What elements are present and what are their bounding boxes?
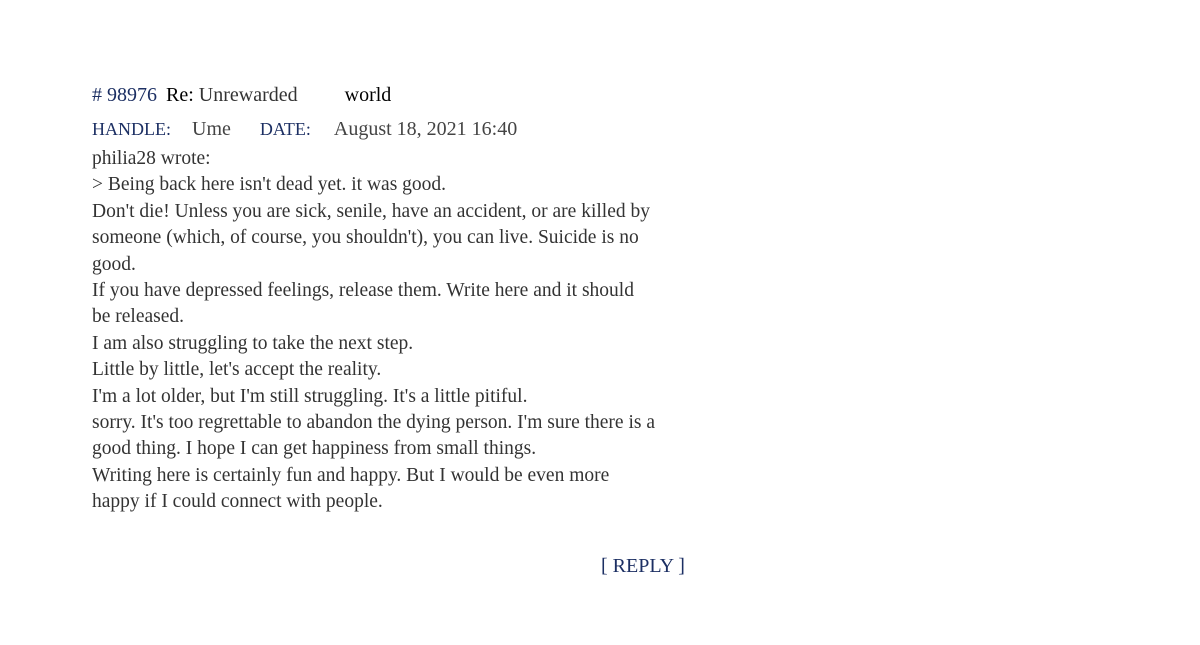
body-line: be released. <box>92 306 185 328</box>
body-line: happy if I could connect with people. <box>92 491 383 513</box>
body-line: someone (which, of course, you shouldn't), you can live. Suicide is no <box>92 227 639 249</box>
body-line: good. <box>92 253 136 275</box>
reply-close-bracket: ] <box>678 555 685 577</box>
body-line: > Being back here isn't dead yet. it was good. <box>92 174 447 196</box>
re-label: Re: <box>166 84 194 106</box>
post-meta <box>92 116 692 142</box>
body-line: I am also struggling to take the next step. <box>92 332 414 354</box>
post <box>92 82 692 516</box>
body-line: Little by little, let's accept the reality. <box>92 359 382 381</box>
reply-link[interactable]: REPLY <box>612 555 674 577</box>
body-line: Don't die! Unless you are sick, senile, have an accident, or are killed by <box>92 200 650 222</box>
handle-value: Ume <box>192 118 231 140</box>
handle-label: HANDLE: <box>92 119 171 139</box>
date-value: August 18, 2021 16:40 <box>333 118 518 140</box>
body-line: philia28 wrote: <box>92 148 211 169</box>
post-subject-second: world <box>344 84 392 106</box>
body-line: If you have depressed feelings, release them. Write here and it should <box>92 280 634 302</box>
body-line: I'm a lot older, but I'm still struggling. It's a little pitiful. <box>92 385 528 407</box>
post-body <box>92 146 692 516</box>
date-label: DATE: <box>259 119 311 139</box>
reply-open-bracket: [ <box>601 555 608 577</box>
body-line: Writing here is certainly fun and happy. But I would be even more <box>92 464 610 486</box>
post-number: # 98976 <box>92 84 157 106</box>
reply-control <box>601 553 685 579</box>
body-line: good thing. I hope I can get happiness from small things. <box>92 438 537 460</box>
body-line: sorry. It's too regrettable to abandon the dying person. I'm sure there is a <box>92 412 655 434</box>
post-subject: Unrewarded <box>198 84 298 106</box>
post-title <box>92 82 692 108</box>
